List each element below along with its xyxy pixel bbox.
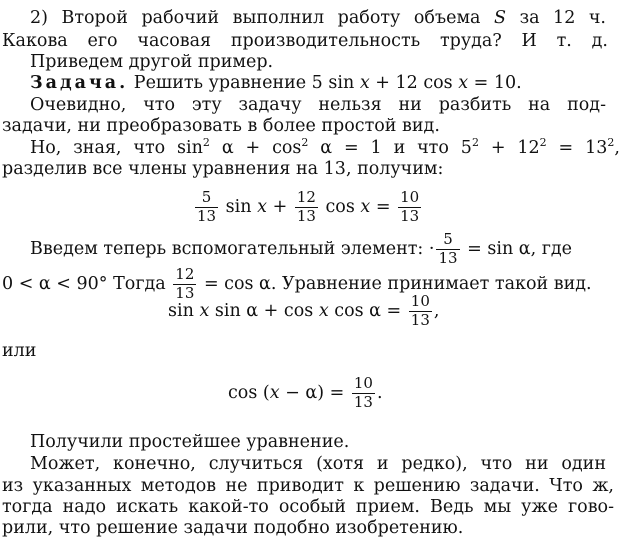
text-span: Введем теперь вспомогательный элемент: (30, 238, 424, 259)
text-span: α = 1 и что 5 (320, 138, 472, 158)
text-line-7 (30, 136, 620, 158)
task-line (30, 75, 522, 93)
variable-x: x (359, 73, 370, 93)
equation-3: cos (x − α) = $\frac{10}{13}$ . (228, 374, 383, 411)
text-line-14: Может, конечно, случиться (хотя и редко), что ни один (30, 454, 606, 474)
variable-x: x (257, 196, 267, 217)
text-span: + 12 cos (375, 73, 453, 93)
superscript: 2 (539, 136, 547, 149)
text-line-8: разделив все члены уравнения на 13, получим: (2, 159, 444, 179)
fraction: $\frac{5}{13}$ (438, 230, 458, 267)
text-span: cos α = (334, 300, 402, 321)
text-span: за 12 ч. (519, 8, 606, 28)
text-span: cos ( (228, 382, 270, 403)
task-label: Задача. (30, 73, 129, 93)
superscript: 2 (301, 136, 309, 149)
text-line-2: Какова его часовая производительность труда? И т. д. (2, 31, 608, 51)
text-span: 0 < α < 90° Тогда (2, 273, 166, 294)
text-span: + (272, 196, 288, 217)
equation-2: sin x sin α + cos x cos α = $\frac{10}{13}$ , (168, 292, 440, 329)
text-span: + 12 (490, 138, 540, 158)
superscript: 2 (607, 136, 615, 149)
text-span: Решить уравнение 5 sin (133, 73, 355, 93)
equation-1 (193, 190, 423, 225)
text-line-1 (30, 10, 606, 28)
text-span: 2) Второй рабочий выполнил работу объема (30, 8, 481, 28)
text-or: или (2, 341, 37, 361)
variable-x: x (199, 300, 210, 321)
variable-s: S (494, 8, 507, 28)
text-span: = 10. (473, 73, 522, 93)
text-line-9: Введем теперь вспомогательный элемент: · $\frac{5}{13}$ = sin α, где (30, 230, 573, 267)
superscript: 2 (471, 136, 479, 149)
fraction: $\frac{10}{13}$ (400, 188, 420, 225)
text-span: Но, зная, что sin (30, 138, 203, 158)
text-line-17: рили, что решение задачи подобно изобретению. (2, 518, 464, 538)
fraction: $\frac{10}{13}$ (410, 292, 430, 329)
fraction: $\frac{5}{13}$ (197, 188, 217, 225)
text-line-3: Приведем другой пример. (30, 52, 274, 72)
fraction: $\frac{12}{13}$ (175, 265, 195, 302)
text-line-13: Получили простейшее уравнение. (30, 432, 350, 452)
variable-x: x (458, 73, 469, 93)
text-line-16: тогда надо искать какой-то особый прием. Ведь мы уже гово- (2, 497, 614, 517)
fraction: $\frac{10}{13}$ (353, 374, 373, 411)
text-span: , (614, 138, 620, 158)
text-line-6: задачи, ни преобразовать в более простой вид. (2, 116, 440, 136)
text-span: sin (168, 300, 194, 321)
text-span: sin α + cos (214, 300, 314, 321)
variable-x: x (360, 196, 371, 217)
text-span: − α) = (285, 382, 345, 403)
text-span: sin (225, 196, 252, 217)
text-span: = (375, 196, 391, 217)
text-line-15: из указанных методов не приводит к решению задачи. Что ж, (2, 476, 614, 496)
fraction: $\frac{12}{13}$ (296, 188, 316, 225)
text-span: cos (325, 196, 355, 217)
superscript: 2 (202, 136, 210, 149)
variable-x: x (269, 382, 280, 403)
text-line-5: Очевидно, что эту задачу нельзя ни разбить на под- (30, 95, 606, 115)
text-span: = sin α, где (467, 238, 573, 259)
variable-x: x (318, 300, 329, 321)
text-span: = cos α. Уравнение принимает такой вид. (203, 273, 592, 294)
text-span: α + cos (221, 138, 302, 158)
text-span: = 13 (558, 138, 608, 158)
